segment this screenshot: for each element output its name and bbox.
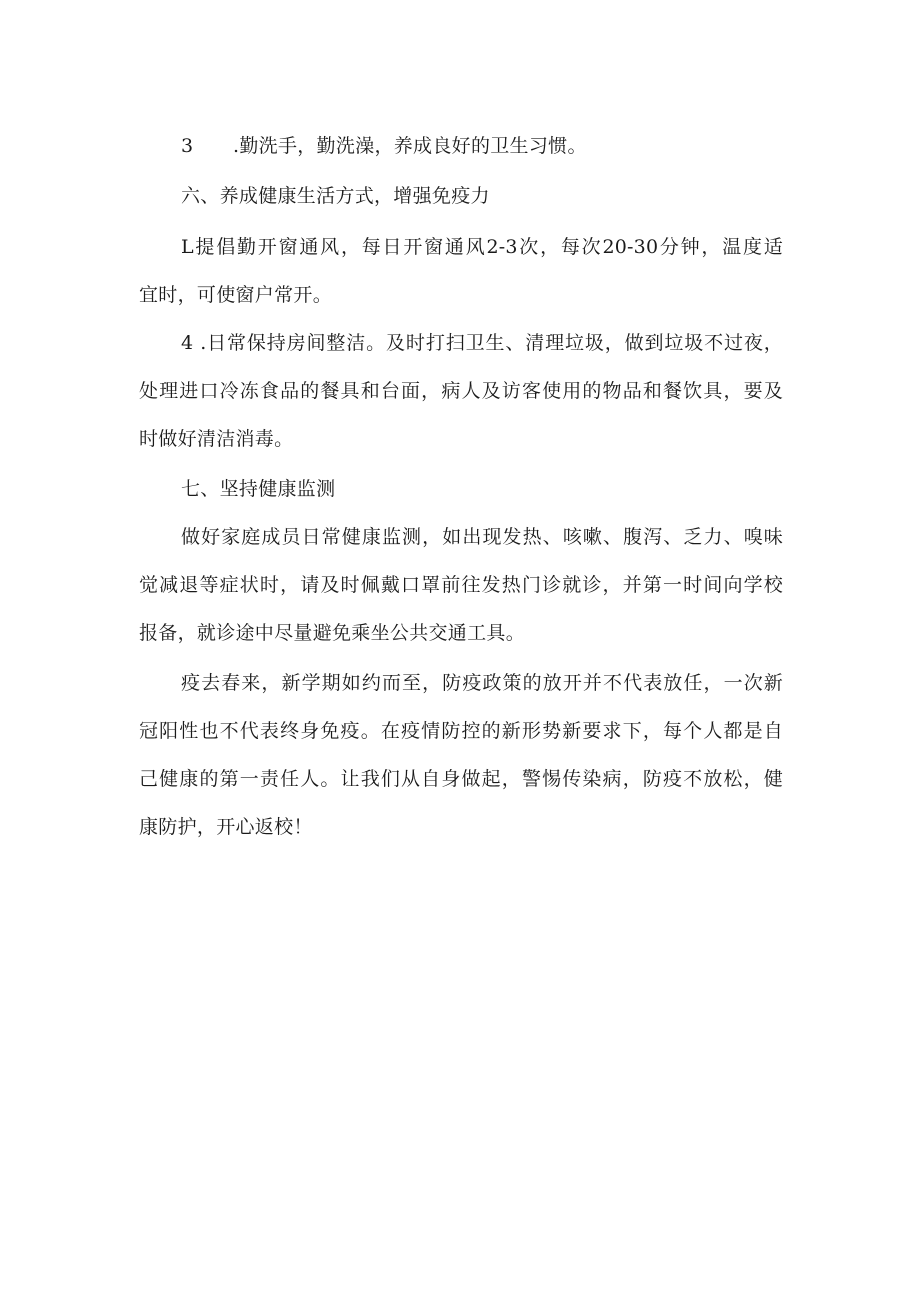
- list-item-number: 3: [181, 135, 194, 157]
- paragraph-line: 疫去春来，新学期如约而至，防疫政策的放开并不代表放任，一次新: [181, 672, 783, 694]
- section-heading-7: 七、坚持健康监测: [181, 478, 336, 500]
- paragraph-line: 康防护，开心返校！: [139, 816, 313, 838]
- paragraph-line: L提倡勤开窗通风，每日开窗通风2-3次，每次20-30分钟，温度适: [181, 236, 783, 258]
- paragraph-line: 己健康的第一责任人。让我们从自身做起，警惕传染病，防疫不放松，健: [139, 768, 783, 790]
- paragraph-line: 处理进口冷冻食品的餐具和台面，病人及访客使用的物品和餐饮具，要及: [139, 380, 783, 402]
- paragraph-line: 报备，就诊途中尽量避免乘坐公共交通工具。: [139, 622, 526, 644]
- list-item-text: .勤洗手，勤洗澡，养成良好的卫生习惯。: [233, 135, 587, 157]
- paragraph-line: 冠阳性也不代表终身免疫。在疫情防控的新形势新要求下，每个人都是自: [139, 720, 783, 742]
- paragraph-line: 4 .日常保持房间整洁。及时打扫卫生、清理垃圾，做到垃圾不过夜，: [181, 332, 783, 354]
- list-item-3: [181, 137, 587, 156]
- paragraph-line: 宜时，可使窗户常开。: [139, 284, 333, 306]
- paragraph-line: 做好家庭成员日常健康监测，如出现发热、咳嗽、腹泻、乏力、嗅味: [181, 526, 783, 548]
- paragraph-line: 时做好清洁消毒。: [139, 428, 294, 450]
- section-heading-6: 六、养成健康生活方式，增强免疫力: [181, 185, 490, 207]
- paragraph-line: 觉减退等症状时，请及时佩戴口罩前往发热门诊就诊，并第一时间向学校: [139, 574, 783, 596]
